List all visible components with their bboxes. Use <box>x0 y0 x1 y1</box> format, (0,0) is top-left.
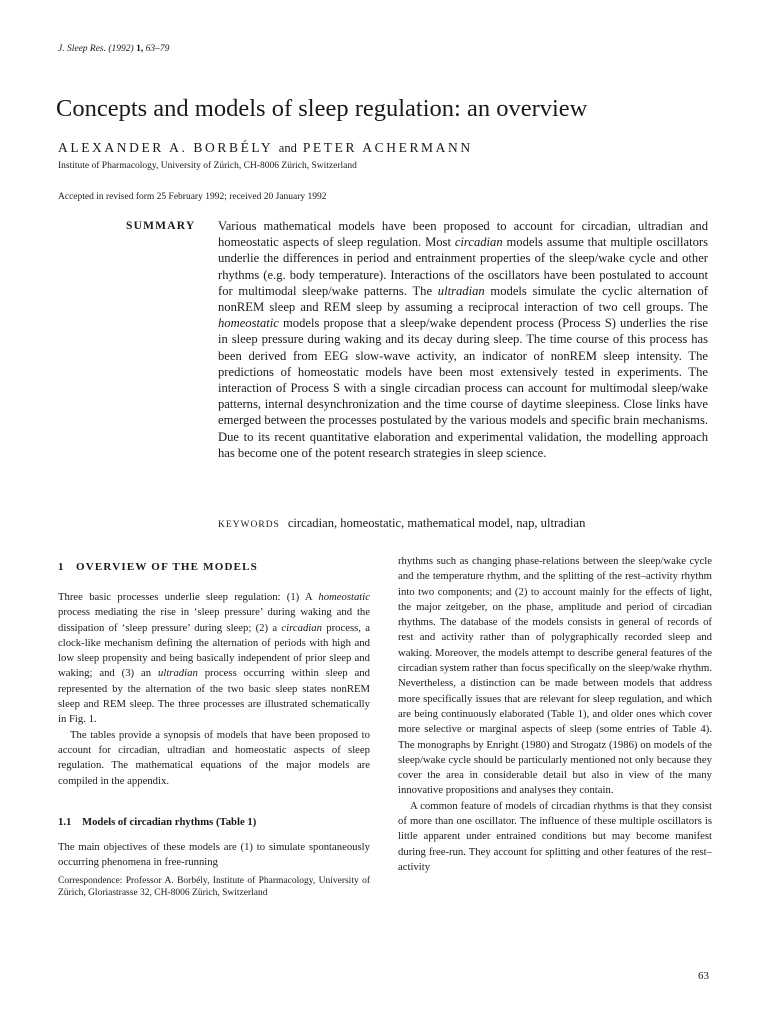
keywords-label: KEYWORDS <box>218 520 280 530</box>
section-title: OVERVIEW OF THE MODELS <box>76 561 258 573</box>
keywords-list: circadian, homeostatic, mathematical model, nap, ultradian <box>287 516 586 530</box>
emphasis-circadian: circadian <box>281 621 322 634</box>
correspondence-note: Correspondence: Professor A. Borbély, Institute of Pharmacology, University of Zürich, Gloriastrasse 32, CH-8006 Zürich, Switzerland <box>58 875 370 899</box>
journal-reference <box>58 44 169 54</box>
emphasis-ultradian: ultradian <box>158 667 198 680</box>
subsection-paragraph-1: The main objectives of these models are (1) to simulate spontaneously occurring phenomena in free-running <box>58 841 370 869</box>
journal-pages: 63–79 <box>145 44 170 54</box>
right-column <box>398 554 712 875</box>
summary-seg-3: models simulate the cyclic alternation of nonREM sleep and REM sleep by assuming a reciprocal interaction of two cell groups. The <box>218 283 708 315</box>
affiliation: Institute of Pharmacology, University of Zürich, CH-8006 Zürich, Switzerland <box>58 161 357 171</box>
emphasis-homeostatic: homeostatic <box>318 591 370 603</box>
summary-text <box>218 218 708 461</box>
section-heading <box>58 560 370 575</box>
article-title: Concepts and models of sleep regulation: an overview <box>56 95 588 122</box>
subsection-title: Models of circadian rhythms (Table 1) <box>82 815 257 828</box>
section-paragraph-1 <box>58 590 370 728</box>
author-borbely: ALEXANDER A. BORBÉLY <box>58 140 273 155</box>
summary-emphasis-ultradian: ultradian <box>437 283 485 298</box>
subsection-heading <box>58 815 370 830</box>
section-paragraph-2: The tables provide a synopsis of models that have been proposed to account for circadian, ultradian and homeostatic aspects of sleep regulation. The mathematical equations of the major models are compiled in the appendix. <box>58 728 370 787</box>
page-number: 63 <box>698 970 709 982</box>
section-number: 1 <box>58 561 65 573</box>
author-line <box>58 140 718 156</box>
author-conjunction: and <box>278 141 297 155</box>
author-achermann: PETER ACHERMANN <box>302 140 473 155</box>
summary-emphasis-circadian: circadian <box>454 235 503 250</box>
right-paragraph-1: rhythms such as changing phase-relations between the sleep/wake cycle and the temperature rhythm, and the splitting of the rest–activity rhythm into two components; and (2) to account mainly for the effects of light, the major zeitgeber, on the phase, amplitude and period of circadian rhythms. The database of the models consists in general of records of rest and activity rather than of polygraphically recorded sleep and waking. Moreover, the models attempt to describe general features of the circadian system rather than focus specifically on the sleep/wake rhythm. Nevertheless, a distinction can be made between models that address more specifically issues that are relevant for sleep regulation, and which are being continuously elaborated (Table 1), and older ones which cover more selective or marginal aspects of sleep (some entries of Table 4). The monographs by Enright (1980) and Strogatz (1986) on models of the sleep/wake cycle should be particularly mentioned not only because they cover the area in considerable detail but also in view of the many innovative propositions and analyses they contain. <box>398 555 712 797</box>
text-run: Three basic processes underlie sleep regulation: (1) A <box>58 591 319 603</box>
journal-volume: 1, <box>136 44 144 54</box>
summary-seg-1: Various mathematical models have been proposed to account for circadian, ultradian and homeostatic aspects of sleep regulation. Most <box>218 219 708 250</box>
subsection-number: 1.1 <box>58 815 72 828</box>
journal-abbrev: J. Sleep Res. <box>58 44 107 54</box>
summary-label: SUMMARY <box>126 220 196 232</box>
keywords <box>218 516 585 531</box>
summary-seg-2: models assume that multiple oscillators underlie the differences in period and entrainment properties of the sleep/wake cycle and other rhythms (e.g. body temperature). Interactions of the oscillators have been postulated to account for multimodal sleep/wake patterns. The <box>218 235 708 298</box>
publication-dates: Accepted in revised form 25 February 1992; received 20 January 1992 <box>58 192 327 202</box>
summary-seg-4: models propose that a sleep/wake dependent process (Process S) underlies the rise in sleep pressure during waking and its decay during sleep. The time course of this process has been derived from EEG slow-wave activity, an indicator of nonREM sleep intensity. The predictions of homeostatic models have been most extensively tested in experiments. The interaction of Process S with a single circadian process can account for multimodal sleep/wake patterns, internal desynchronization and the time course of daytime sleepiness. Close links have emerged between the processes postulated by the various models and specific brain mechanisms. Due to its recent quantitative elaboration and experimental validation, the modelling approach has become one of the potent research strategies in sleep science. <box>218 316 708 460</box>
left-column <box>58 560 370 900</box>
text-run: process occurring within sleep and represented by the alternation of the two basic sleep states nonREM sleep and REM sleep. The three processes are illustrated schematically in Fig. 1. <box>58 667 370 726</box>
right-paragraph-2: A common feature of models of circadian rhythms is that they consist of more than one oscillator. The influence of these multiple oscillators is little apparent under entrained conditions but may become manifest during free-run. They account for splitting and other features of the rest–activity <box>398 799 712 873</box>
summary-emphasis-homeostatic: homeostatic <box>218 316 279 331</box>
text-run: process mediating the rise in ‘sleep pressure’ during waking and the dissipation of ‘sleep pressure’ during sleep; (2) a <box>58 606 370 634</box>
text-run: process, a clock-like mechanism defining the alternation of periods with high and low sleep propensity and being basically independent of prior sleep and waking; and (3) an <box>58 621 370 680</box>
journal-year: (1992) <box>108 44 134 54</box>
